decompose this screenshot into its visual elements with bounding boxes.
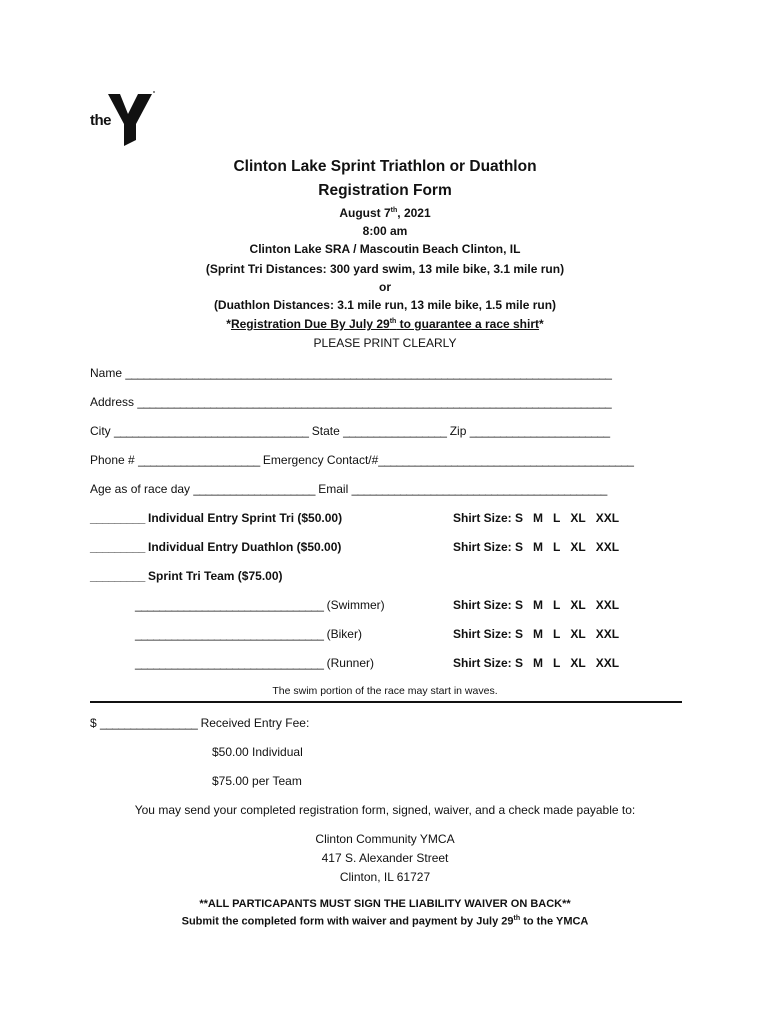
swimmer-field[interactable]: _______________________________ (Swimmer) [135,598,385,612]
shirt-size-row[interactable]: Shirt Size: S M L XL XXL [453,511,620,525]
registration-deadline: *Registration Due By July 29th to guarantee a race shirt* [226,317,544,331]
age-email-row [90,482,607,496]
mail-city: Clinton, IL 61727 [339,870,431,884]
individual-duathlon-entry[interactable]: _________ Individual Entry Duathlon ($50.00) [90,540,342,554]
logo-the-text: the [90,112,111,129]
email-field[interactable]: Email __________________________________________ [318,482,607,496]
mail-street: 417 S. Alexander Street [321,851,449,865]
zip-field[interactable]: Zip _______________________ [449,424,610,438]
shirt-size-row[interactable]: Shirt Size: S M L XL XXL [453,598,620,612]
or-text: or [379,280,391,294]
team-entry[interactable]: _________ Sprint Tri Team ($75.00) [90,569,283,583]
event-date: August 7th, 2021 [339,206,431,220]
runner-field[interactable]: _______________________________ (Runner) [135,656,374,670]
shirt-size-row[interactable]: Shirt Size: S M L XL XXL [453,656,620,670]
city-state-zip-row [90,424,609,438]
waves-note: The swim portion of the race may start in waves. [272,685,498,697]
ymca-y-icon [108,90,158,146]
fee-team: $75.00 per Team [212,774,302,788]
divider [90,701,682,703]
form-title: Clinton Lake Sprint Triathlon or Duathlon [233,158,537,175]
biker-field[interactable]: _______________________________ (Biker) [135,627,362,641]
mail-instruction: You may send your completed registration form, signed, waiver, and a check made payable to: [134,803,636,817]
received-fee-field[interactable]: $ ________________ Received Entry Fee: [90,716,310,730]
submit-notice: Submit the completed form with waiver and payment by July 29th to the YMCA [181,915,589,928]
phone-emergency-row [90,453,633,467]
tri-distances: (Sprint Tri Distances: 300 yard swim, 13 mile bike, 3.1 mile run) [205,262,565,276]
duathlon-distances: (Duathlon Distances: 3.1 mile run, 13 mile bike, 1.5 mile run) [213,298,557,312]
mail-org: Clinton Community YMCA [315,832,455,846]
address-field[interactable]: Address ______________________________________________________________________________ [90,395,612,409]
print-clearly-note: PLEASE PRINT CLEARLY [313,336,457,350]
form-subtitle: Registration Form [318,182,452,199]
individual-tri-entry[interactable]: _________ Individual Entry Sprint Tri ($50.00) [90,511,343,525]
emergency-contact-field[interactable]: Emergency Contact/#__________________________________________ [262,453,634,467]
shirt-size-row[interactable]: Shirt Size: S M L XL XXL [453,627,620,641]
phone-field[interactable]: Phone # ____________________ [90,453,260,467]
ymca-logo [88,90,160,146]
name-field[interactable]: Name ________________________________________________________________________________ [90,366,612,380]
city-field[interactable]: City ________________________________ [90,424,309,438]
waiver-notice: **ALL PARTICAPANTS MUST SIGN THE LIABILITY WAIVER ON BACK** [199,898,571,910]
fee-individual: $50.00 Individual [212,745,303,759]
event-time: 8:00 am [362,224,408,238]
age-field[interactable]: Age as of race day ____________________ [90,482,315,496]
shirt-size-row[interactable]: Shirt Size: S M L XL XXL [453,540,620,554]
state-field[interactable]: State _________________ [311,424,447,438]
event-location: Clinton Lake SRA / Mascoutin Beach Clinton, IL [249,242,521,256]
